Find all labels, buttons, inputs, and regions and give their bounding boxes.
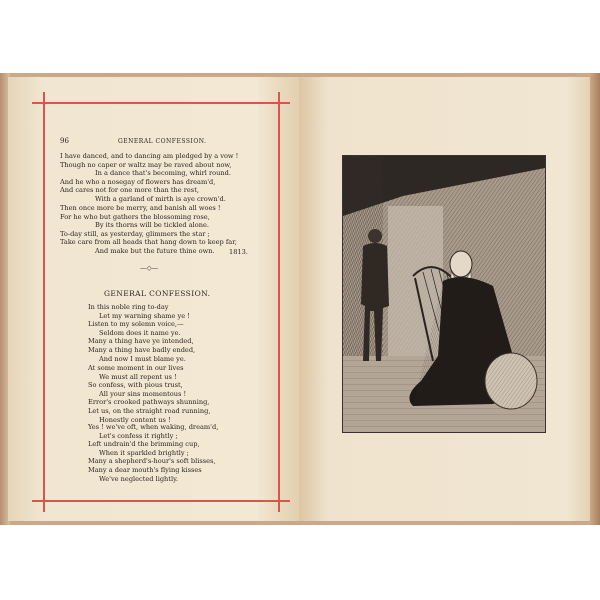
verse-line: All your sins momentous ! [99, 389, 187, 398]
verse-line: For he who but gathers the blossoming rose, [60, 212, 210, 221]
verse-line: With a garland of mirth is aye crown'd. [95, 194, 226, 203]
verse-line: Error's crooked pathways shunning, [88, 398, 210, 407]
verse-line: And he who a nosegay of flowers has dream'd, [60, 177, 216, 186]
verse-line: I have danced, and to dancing am pledged by a vow ! [60, 152, 239, 160]
engraving-illustration [342, 155, 546, 433]
verse-line: In a dance that's becoming, whirl round. [95, 169, 231, 178]
running-header: GENERAL CONFESSION. [118, 138, 207, 145]
verse-line: Let us, on the straight road running, [88, 406, 211, 415]
verse-line: Many a dear mouth's flying kisses [88, 465, 202, 474]
frame-rule-right [278, 92, 280, 512]
verse-line: By its thorns will be tickled alone. [95, 221, 209, 230]
verse-line: Honestly content us ! [99, 415, 171, 424]
verse-line: Seldom does it name ye. [99, 328, 181, 337]
verse-line: Left undrain'd the brimming cup, [88, 440, 200, 449]
verse-line: We must all repent us ! [99, 372, 177, 381]
stanza-5 [88, 423, 218, 483]
stanza-1 [60, 152, 238, 204]
verse-line: And make but the future thine own. [95, 246, 215, 255]
year-date: 1813. [229, 248, 248, 256]
verse-line: And now I must blame ye. [99, 354, 186, 363]
verse-line: At some moment in our lives [88, 364, 184, 372]
stanza-2 [60, 204, 237, 256]
stanza-3 [88, 303, 195, 363]
verse-line: Take care from all heads that hang down to keep far, [60, 238, 237, 247]
frame-rule-top [32, 102, 290, 104]
verse-line: Yes ! we've oft, when waking, dream'd, [88, 423, 219, 431]
verse-line: Then once more be merry, and banish all woes ! [60, 204, 221, 212]
verse-line: Many a thing have badly ended, [88, 345, 196, 354]
verse-line: So confess, with pious trust, [88, 381, 183, 390]
frame-rule-left [43, 92, 45, 512]
verse-line: Though no caper or waltz may be raved about now, [60, 160, 232, 169]
verse-line: Many a thing have ye intended, [88, 337, 194, 346]
verse-line: Let's confess it rightly ; [99, 431, 178, 440]
verse-line: Many a shepherd's-hour's soft blisses, [88, 457, 216, 466]
stanza-4 [88, 364, 210, 424]
verse-line: We've neglected lightly. [99, 474, 179, 483]
section-ornament: —◇— [140, 264, 159, 272]
verse-line: When it sparkled brightly ; [99, 448, 189, 457]
book-right-edge [590, 73, 600, 525]
verse-line: Listen to my solemn voice,— [88, 320, 184, 329]
poem-title: GENERAL CONFESSION. [104, 289, 211, 298]
verse-line: To-day still, as yesterday, glimmers the star ; [60, 229, 210, 238]
page-number: 96 [60, 137, 69, 145]
verse-line: Let my warning shame ye ! [99, 311, 190, 320]
verse-line: And cares not for one more than the rest, [60, 186, 199, 195]
frame-rule-bottom [32, 500, 290, 502]
verse-line: In this noble ring to-day [88, 303, 169, 311]
